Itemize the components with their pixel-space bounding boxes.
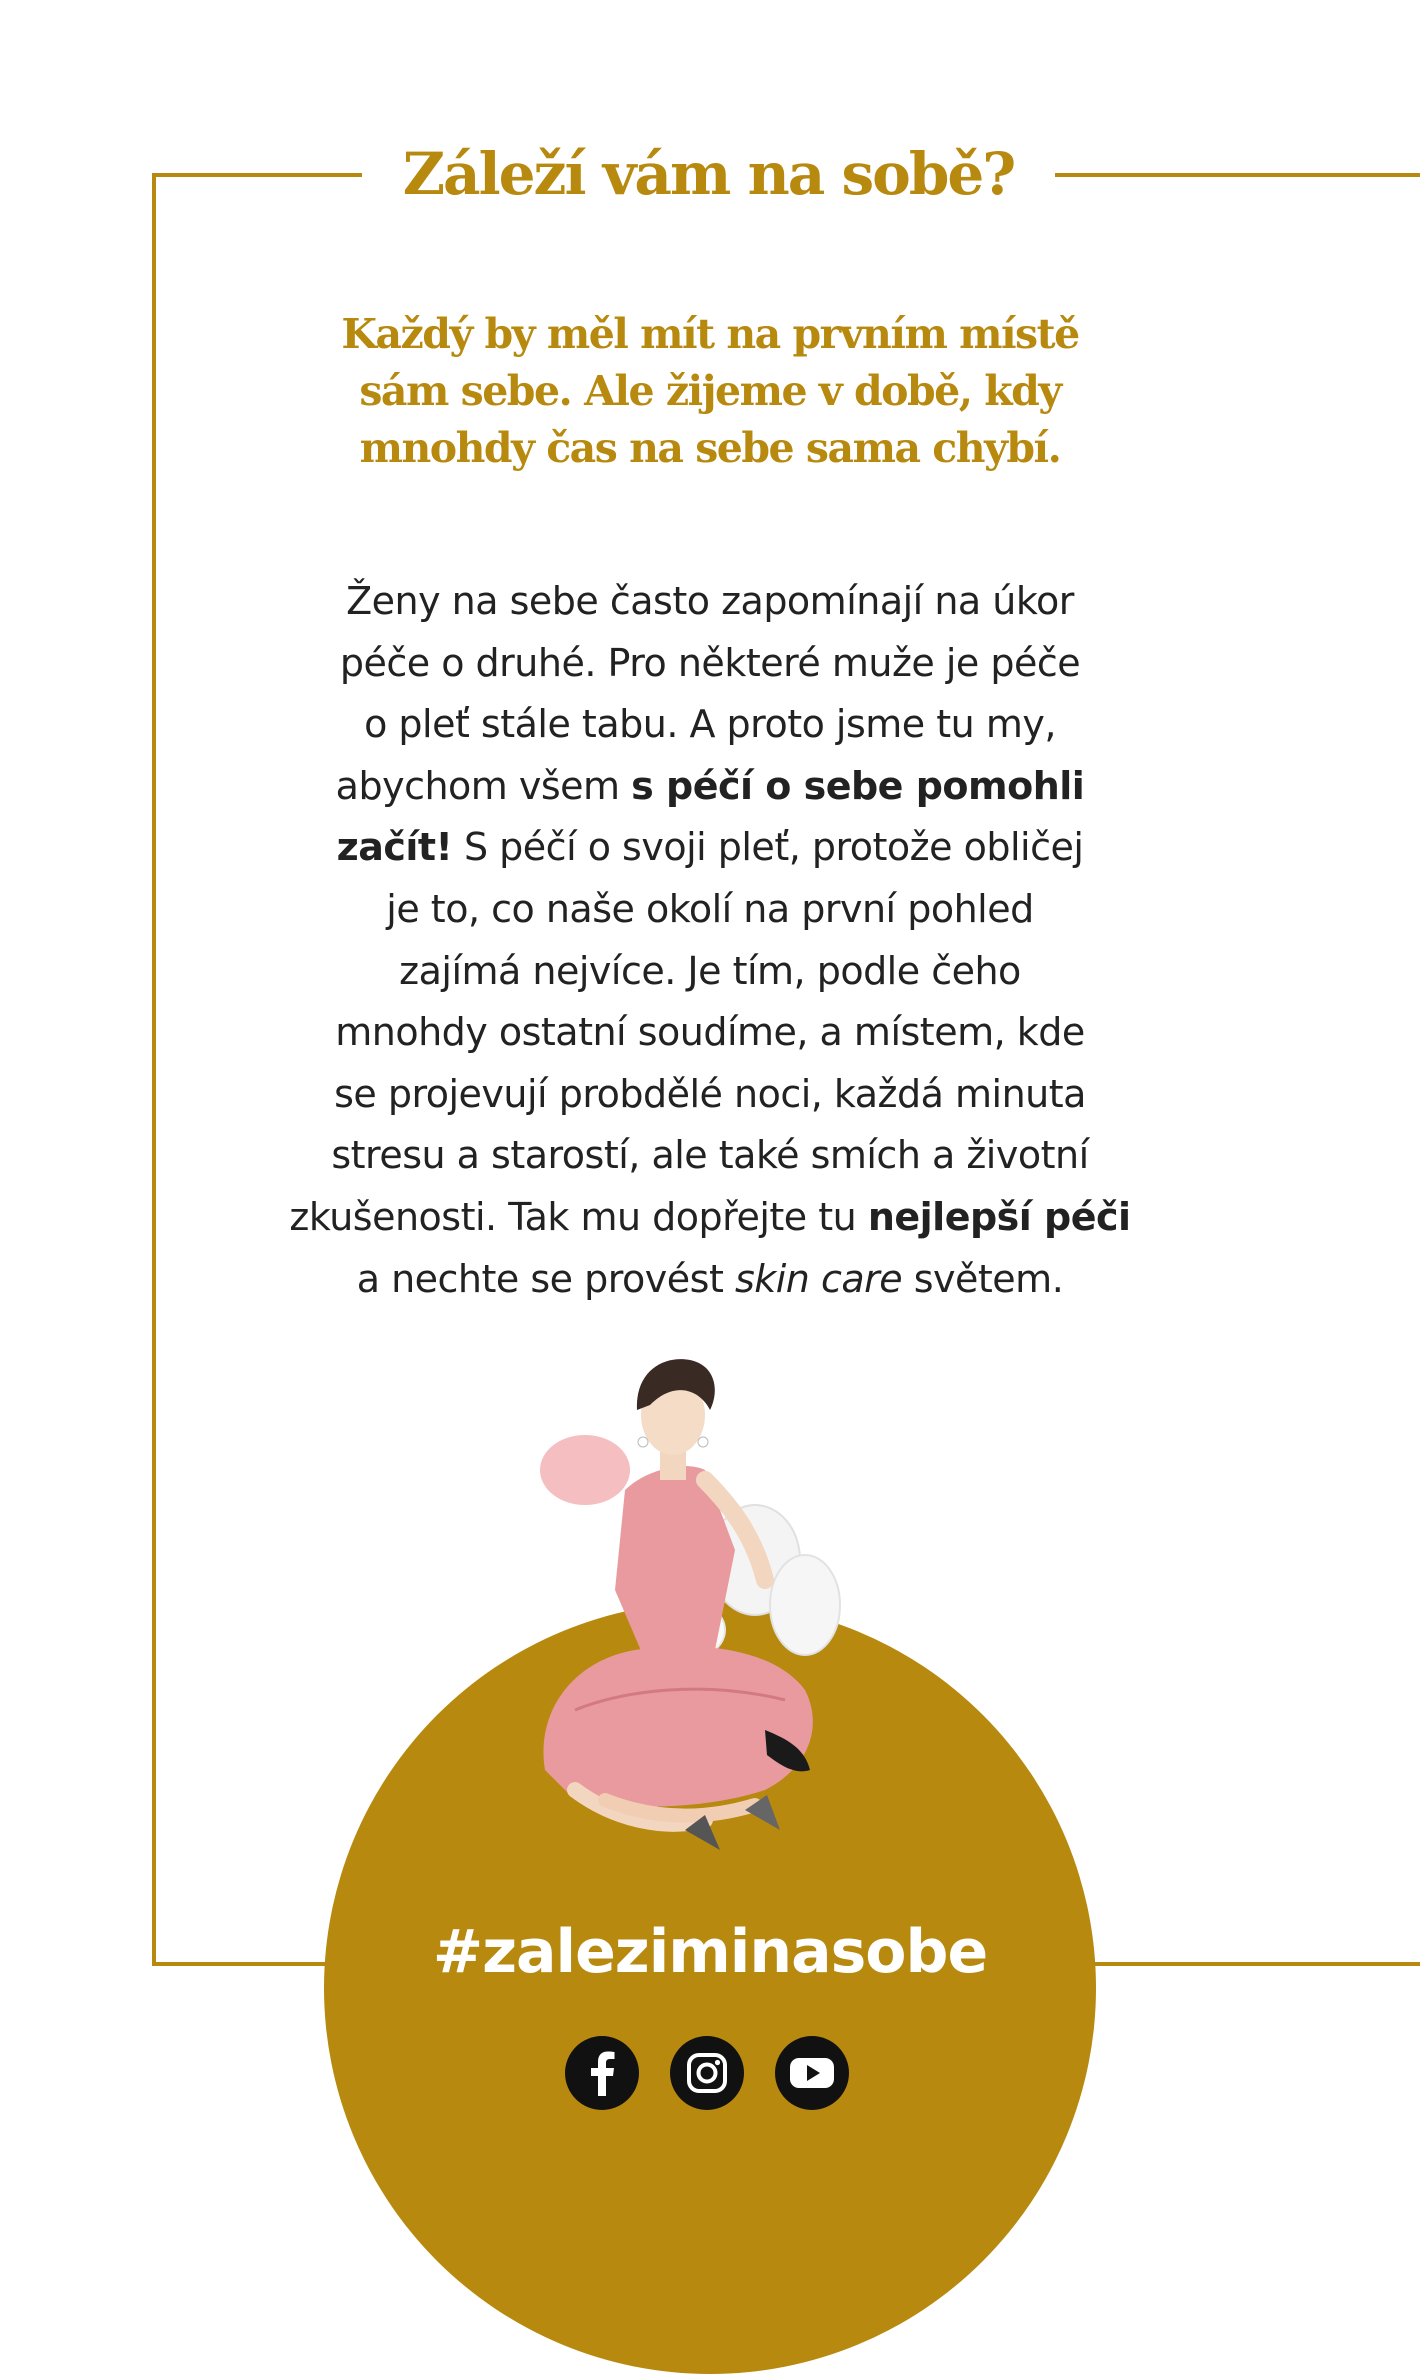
body-bold-segment: začít! bbox=[336, 825, 453, 870]
frame-line-left bbox=[152, 173, 156, 1966]
body-line: stresu a starostí, ale také smích a životní bbox=[331, 1133, 1089, 1178]
lead-line: sám sebe. Ale žijeme v době, kdy bbox=[359, 367, 1061, 415]
body-line bbox=[240, 817, 1180, 879]
lead-paragraph bbox=[300, 306, 1120, 477]
body-paragraph bbox=[240, 571, 1180, 1310]
body-bold-segment: nejlepší péči bbox=[867, 1194, 1131, 1239]
hashtag-text: #zaleziminasobe bbox=[432, 1917, 988, 1987]
youtube-icon[interactable] bbox=[775, 2036, 849, 2110]
body-line bbox=[240, 1249, 1180, 1311]
body-line: Ženy na sebe často zapomínají na úkor bbox=[346, 579, 1074, 623]
frame-line-top-right bbox=[1055, 173, 1420, 177]
body-text-segment: zkušenosti. Tak mu dopřejte tu bbox=[289, 1194, 868, 1239]
body-line: se projevují probdělé noci, každá minuta bbox=[334, 1071, 1086, 1116]
instagram-icon[interactable] bbox=[670, 2036, 744, 2110]
body-line: zajímá nejvíce. Je tím, podle čeho bbox=[399, 948, 1021, 993]
frame-line-top-left bbox=[152, 173, 362, 177]
frame-line-bottom-right bbox=[1085, 1962, 1420, 1966]
body-line: je to, co naše okolí na první pohled bbox=[386, 886, 1034, 931]
body-text-segment: světem. bbox=[902, 1256, 1064, 1301]
lead-line: mnohdy čas na sebe sama chybí. bbox=[359, 424, 1061, 472]
body-text-segment: abychom všem bbox=[335, 763, 632, 808]
facebook-icon[interactable] bbox=[565, 2036, 639, 2110]
body-italic-segment: skin care bbox=[734, 1256, 903, 1301]
body-line: o pleť stále tabu. A proto jsme tu my, bbox=[364, 702, 1056, 747]
body-line bbox=[240, 1187, 1180, 1249]
woman-illustration bbox=[505, 1350, 925, 1880]
lead-line: Každý by měl mít na prvním místě bbox=[341, 310, 1079, 358]
body-line bbox=[240, 756, 1180, 818]
body-line: mnohdy ostatní soudíme, a místem, kde bbox=[335, 1010, 1085, 1055]
body-bold-segment: s péčí o sebe pomohli bbox=[631, 763, 1085, 808]
body-text-segment: a nechte se provést bbox=[356, 1256, 735, 1301]
body-text-segment: S péčí o svoji pleť, protože obličej bbox=[452, 825, 1084, 870]
page-title: Záleží vám na sobě? bbox=[402, 140, 1015, 208]
body-line: péče o druhé. Pro některé muže je péče bbox=[339, 640, 1081, 685]
frame-line-bottom-left bbox=[152, 1962, 342, 1966]
